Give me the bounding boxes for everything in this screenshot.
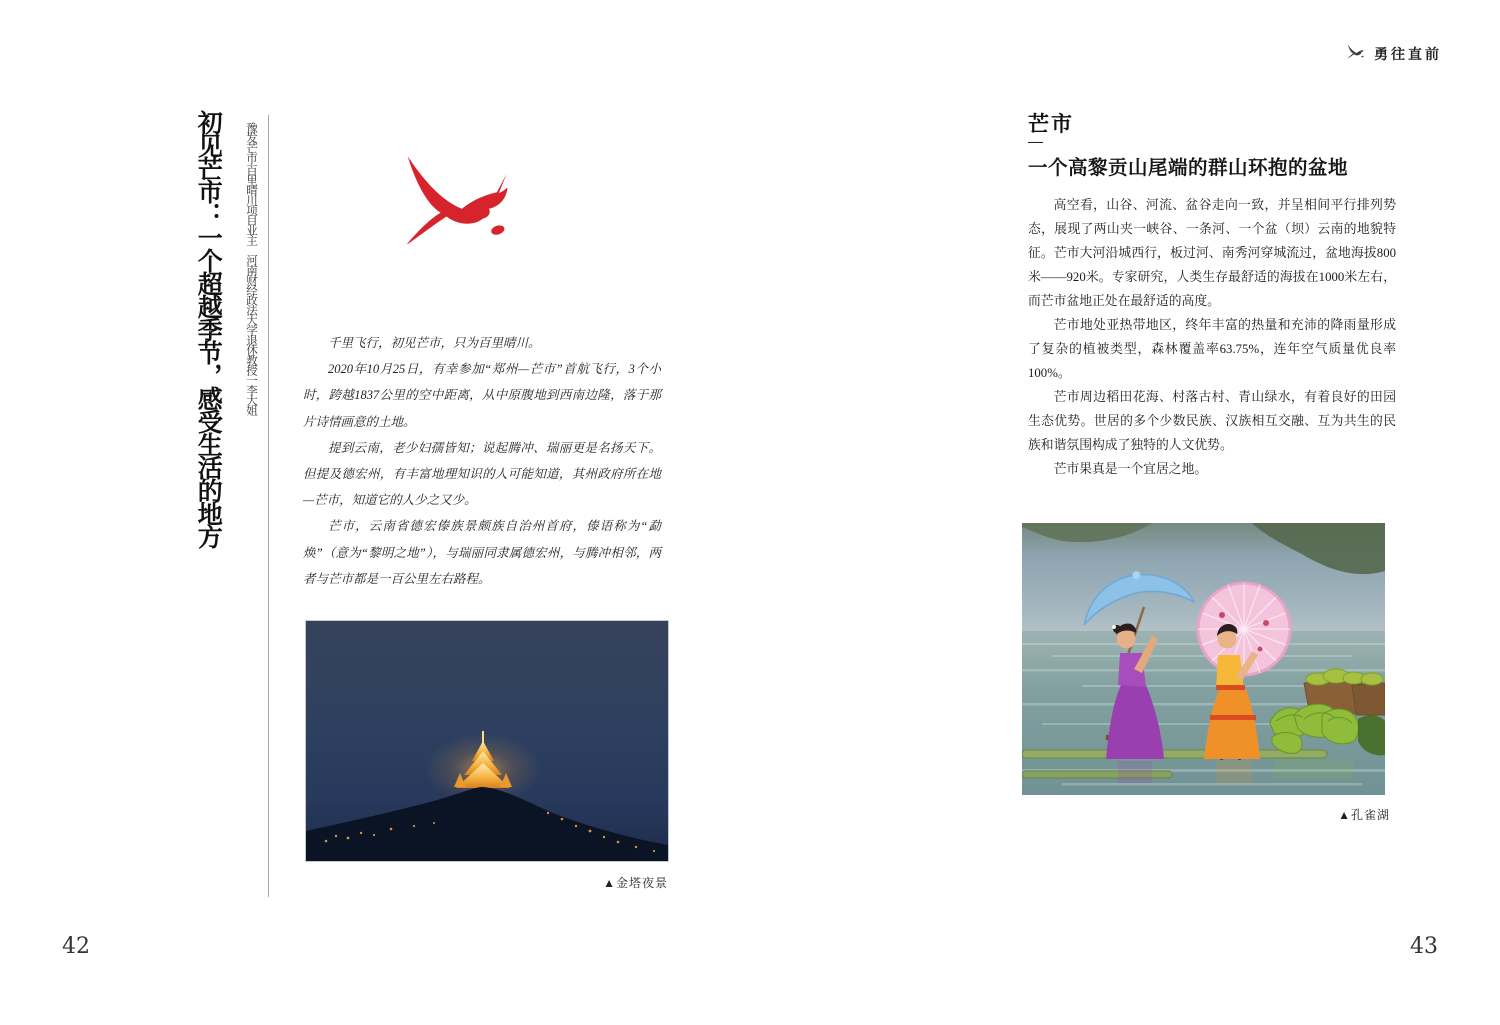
right-body-text	[1028, 193, 1396, 481]
page-number: 43	[1410, 934, 1438, 959]
vertical-divider	[268, 115, 269, 897]
peacock-lake-photo	[1022, 523, 1385, 795]
photo-caption: ▲金塔夜景	[603, 876, 668, 890]
vertical-byline: 豫发芒市·百里晴川项目业主 河南财经政法大学退休教授一李大姐	[245, 122, 257, 415]
page-number: 42	[62, 934, 90, 959]
body-paragraph: 千里飞行，初见芒市，只为百里晴川。	[328, 336, 541, 350]
page-title: 芒市	[1028, 112, 1074, 136]
header-brand	[1346, 44, 1442, 64]
body-paragraph: 芒市果真是一个宜居之地。	[1053, 462, 1208, 476]
vertical-page-title: 初见芒市：一个超越季节，感受生活的地方	[194, 110, 222, 547]
left-body-text	[303, 330, 661, 592]
body-paragraph: 芒市周边稻田花海、村落古村、青山绿水，有着良好的田园生态优势。世居的多个少数民族、汉族相互交融、互为共生的民族和谐氛围构成了独特的人文优势。	[1028, 390, 1396, 452]
swallow-icon	[1346, 44, 1367, 64]
body-paragraph: 提到云南，老少妇孺皆知；说起腾冲、瑞丽更是名扬天下。但提及德宏州，有丰富地理知识的人可能知道，其州政府所在地—芒市，知道它的人少之又少。	[303, 440, 661, 508]
body-paragraph: 芒市，云南省德宏傣族景颇族自治州首府，傣语称为“勐焕”（意为“黎明之地”），与瑞丽同隶属德宏州，与腾冲相邻，两者与芒市都是一百公里左右路程。	[303, 519, 661, 586]
pagoda-night-photo	[305, 620, 669, 862]
photo-caption: ▲孔雀湖	[1338, 808, 1390, 822]
body-paragraph: 2020年10月25日，有幸参加“郑州—芒市”首航飞行，3个小时，跨越1837公里的空中距离，从中原腹地到西南边隆，落于那片诗情画意的土地。	[303, 362, 661, 429]
body-paragraph: 芒市地处亚热带地区，终年丰富的热量和充沛的降雨量形成了复杂的植被类型，森林覆盖率63.75%，连年空气质量优良率100%。	[1028, 318, 1396, 380]
page-subtitle: 一个高黎贡山尾端的群山环抱的盆地	[1028, 158, 1349, 179]
red-swallow-logo	[398, 156, 524, 249]
brand-label: 勇往直前	[1374, 48, 1442, 63]
body-paragraph: 高空看，山谷、河流、盆谷走向一致，并呈相间平行排列势态，展现了两山夹一峡谷、一条河、一个盆（坝）云南的地貌特征。芒市大河沿城西行，板过河、南秀河穿城流过，盆地海拔800米——920米。专家研究，人类生存最舒适的海拔在1000米左右，而芒市盆地正处在最舒适的高度。	[1028, 198, 1396, 308]
title-dash: —	[1028, 134, 1043, 150]
